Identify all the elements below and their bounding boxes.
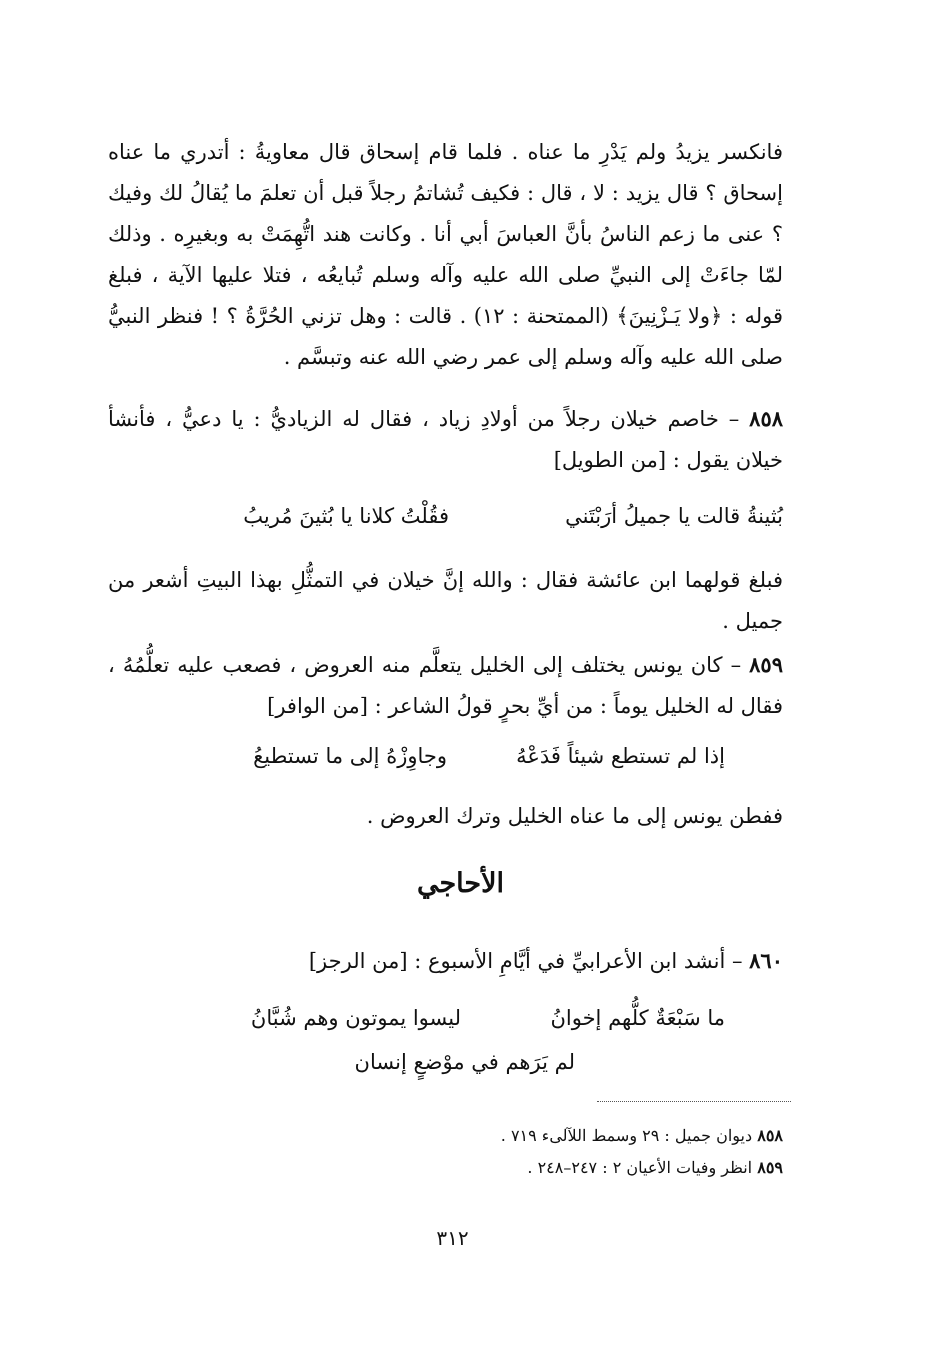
verse-859-second-hemistich: وجاوِزْهُ إلى ما تستطيعُ: [253, 744, 447, 768]
verse-860-line1: [251, 998, 725, 1039]
entry-859-number: ٨٥٩: [749, 652, 783, 677]
entry-859-paragraph: [108, 644, 783, 727]
entry-859-after: [108, 796, 783, 837]
footnote-858: [108, 1120, 783, 1152]
entry-858: [108, 398, 783, 481]
entry-859-text: – كان يونس يختلف إلى الخليل يتعلَّم منه العروض ، فصعب عليه تعلُّمُهُ ، فقال له الخليل يوماً : من أيِّ بحرٍ قولُ الشاعر : [من الوافر]: [108, 653, 783, 718]
paragraph-text: فانكسر يزيدُ ولم يَدْرِ ما عناه . فلما قام إسحاق قال معاويةُ : أتدري ما عناه إسحاق ؟ قال يزيد : لا ، قال : فكيف تُشاتمُ رجلاً قبل أن تعلمَ ما يُقالُ لك وفيك ؟ عنى ما زعم الناسُ بأنَّ العباسَ أبي أنا . وكانت هند اتُّهِمَتْ به وبغيرِه . وذلك لمّا جاءَتْ إلى النبيِّ صلى الله عليه وآله وسلم تُبايعُه ، فتلا عليها الآية ، فبلغ قوله : ﴿ولا يَـزْنِينَ﴾ (الممتحنة : ١٢) . قالت : وهل تزني الحُرَّةُ ؟ ! فنظر النبيُّ صلى الله عليه وآله وسلم إلى عمر رضي الله عنه وتبسَّم .: [108, 140, 783, 369]
entry-859: [108, 644, 783, 727]
footnote-858-text: ديوان جميل : ٢٩ وسمط اللآلىء ٧١٩ .: [500, 1126, 753, 1145]
footnote-859-number: ٨٥٩: [757, 1158, 783, 1177]
entry-860-text: – أنشد ابن الأعرابيِّ في أيَّامِ الأسبوع : [من الرجز]: [308, 949, 743, 973]
verse-860-line2: [355, 1042, 575, 1083]
footnote-859: [108, 1152, 783, 1184]
page-number: ٣١٢: [436, 1226, 469, 1250]
footnotes: [108, 1120, 783, 1184]
verse-859-first-hemistich: إذا لم تستطع شيئاً فَدَعْهُ: [516, 744, 725, 768]
entry-860-number: ٨٦٠: [749, 948, 783, 973]
entry-858-after: [108, 560, 783, 642]
entry-858-number: ٨٥٨: [749, 406, 784, 431]
entry-860-paragraph: [108, 940, 783, 982]
verse-859: [253, 736, 725, 777]
paragraph-continuation: [108, 132, 783, 378]
entry-859-after-text: ففطن يونس إلى ما عناه الخليل وترك العروض .: [366, 804, 783, 828]
entry-858-after-text: فبلغ قولهما ابن عائشة فقال : والله إنَّ خيلان في التمثُّلِ بهذا البيتِ أشعر من جميل .: [108, 568, 783, 633]
entry-858-text: – خاصم خيلان رجلاً من أولادِ زياد ، فقال له الزياديُّ : يا دعيُّ ، فأنشأ خيلان يقول : [من الطويل]: [108, 407, 783, 472]
verse-858: [243, 496, 783, 537]
verse-858-first-hemistich: بُثينةُ قالت يا جميلُ أرَبْتَني: [565, 504, 783, 528]
footnote-858-number: ٨٥٨: [757, 1126, 783, 1145]
footnote-859-text: انظر وفيات الأعيان ٢ : ٢٤٧–٢٤٨ .: [527, 1158, 753, 1177]
verse-860-line2-text: لم يَرَهم في موْضعٍ إنسان: [354, 1050, 575, 1074]
verse-860-first-hemistich: ما سَبْعَةٌ كلُّهم إخوانُ: [550, 1006, 725, 1030]
entry-860: [108, 940, 783, 982]
section-heading: الأحاجي: [416, 868, 504, 899]
entry-858-paragraph: [108, 398, 783, 481]
verse-860-second-hemistich: ليسوا يموتون وهم شُبَّانُ: [250, 1006, 461, 1030]
footnote-divider: [597, 1101, 791, 1102]
verse-858-second-hemistich: فقُلْتُ كلانا يا بُثينَ مُريبُ: [243, 504, 449, 528]
